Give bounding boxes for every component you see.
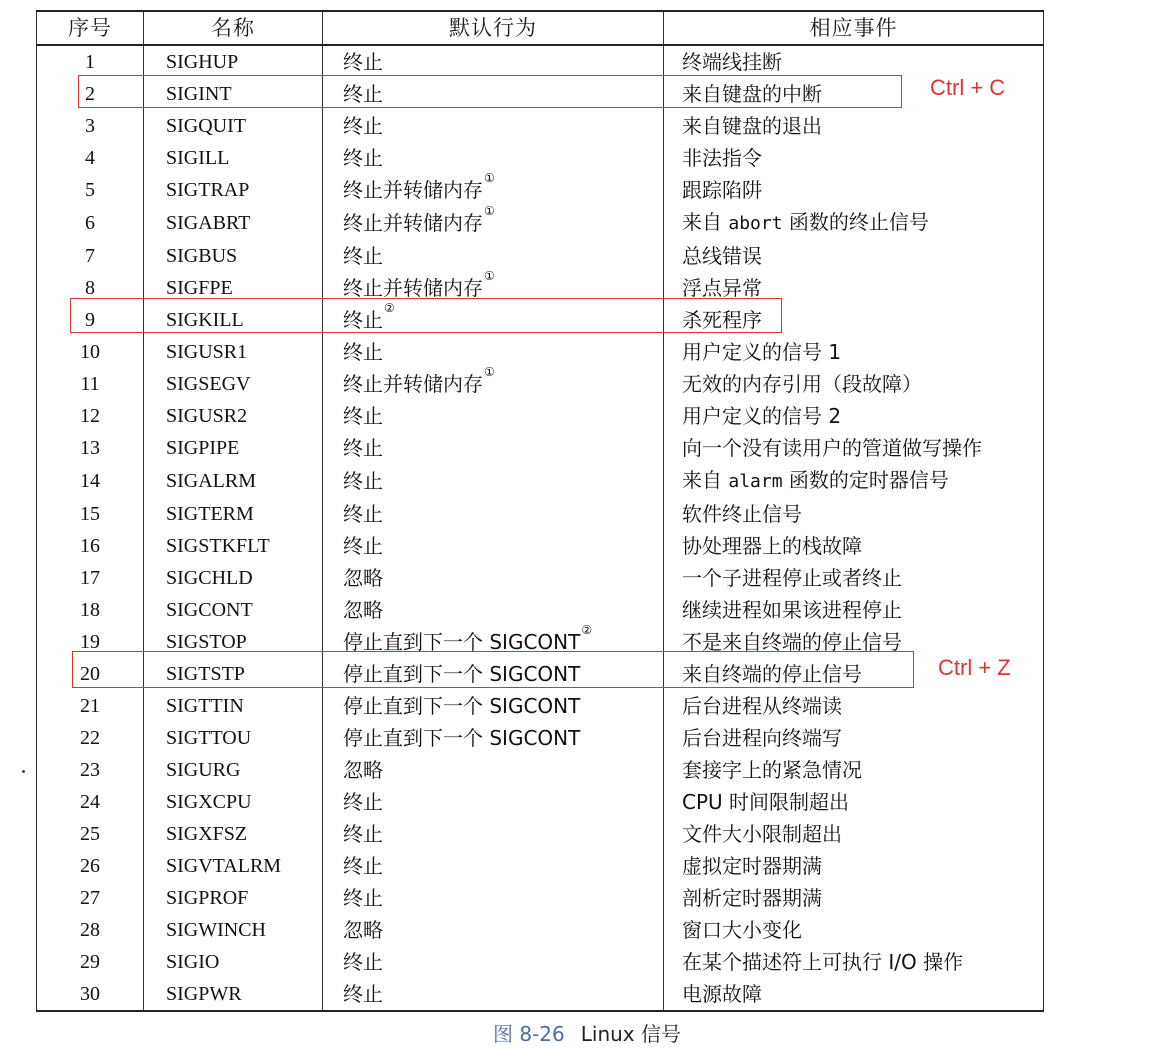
event-cell: [664, 626, 1044, 658]
table-header-row: [37, 11, 1044, 45]
table-row: [37, 946, 1044, 978]
signal-number: 21: [37, 690, 144, 722]
event-text: 后台进程向终端写: [682, 726, 842, 750]
signal-name: SIGFPE: [144, 272, 323, 304]
default-action: 终止并转储内存: [343, 276, 483, 300]
event-text: 总线错误: [682, 244, 762, 268]
signal-name: SIGPWR: [144, 978, 323, 1011]
default-action: 终止: [343, 308, 383, 332]
table-row: [37, 978, 1044, 1011]
table-row: [37, 882, 1044, 914]
default-action-cell: [323, 110, 664, 142]
header-name: 名称: [144, 11, 323, 45]
event-cell: [664, 206, 1044, 240]
signal-name: SIGILL: [144, 142, 323, 174]
footnote-marker: ①: [484, 269, 495, 283]
default-action: 忽略: [343, 566, 383, 590]
signal-number: 27: [37, 882, 144, 914]
default-action-cell: [323, 432, 664, 464]
table-row: [37, 658, 1044, 690]
default-action: 终止: [343, 822, 383, 846]
default-action: 终止并转储内存: [343, 178, 483, 202]
signal-number: 29: [37, 946, 144, 978]
event-text: 来自: [682, 468, 729, 492]
event-cell: [664, 818, 1044, 850]
default-action: 终止: [343, 436, 383, 460]
annotation-ctrl-c: Ctrl + C: [930, 75, 1006, 100]
signal-name: SIGWINCH: [144, 914, 323, 946]
table-row: [37, 110, 1044, 142]
signal-name: SIGBUS: [144, 240, 323, 272]
default-action-cell: [323, 365, 664, 400]
default-action-cell: [323, 946, 664, 978]
event-text: 浮点异常: [682, 276, 762, 300]
event-cell: [664, 240, 1044, 272]
table-row: [37, 498, 1044, 530]
event-text: 继续进程如果该进程停止: [682, 598, 902, 622]
table-row: [37, 562, 1044, 594]
event-cell: [664, 722, 1044, 754]
default-action: 终止: [343, 502, 383, 526]
signal-name: SIGVTALRM: [144, 850, 323, 882]
event-text: CPU 时间限制超出: [682, 790, 850, 814]
signal-number: 7: [37, 240, 144, 272]
signal-number: 24: [37, 786, 144, 818]
event-text: 协处理器上的栈故障: [682, 534, 862, 558]
table-body: [37, 45, 1044, 1011]
event-cell: [664, 142, 1044, 174]
event-text: 用户定义的信号 1: [682, 340, 842, 364]
event-cell: [664, 304, 1044, 336]
default-action: 终止: [343, 469, 383, 493]
default-action: 终止: [343, 340, 383, 364]
caption-title: Linux 信号: [580, 1022, 681, 1046]
event-cell: [664, 498, 1044, 530]
signal-name: SIGABRT: [144, 206, 323, 240]
default-action: 终止: [343, 854, 383, 878]
table-row: [37, 400, 1044, 432]
default-action: 终止: [343, 982, 383, 1006]
event-function-name: alarm: [728, 471, 783, 492]
event-cell: [664, 432, 1044, 464]
event-text: 来自: [682, 210, 729, 234]
signal-number: 13: [37, 432, 144, 464]
default-action: 终止: [343, 244, 383, 268]
default-action-cell: [323, 45, 664, 78]
event-cell: [664, 786, 1044, 818]
event-cell: [664, 110, 1044, 142]
default-action-cell: [323, 400, 664, 432]
signal-number: 18: [37, 594, 144, 626]
default-action: 终止: [343, 886, 383, 910]
default-action-cell: [323, 978, 664, 1011]
table-row: [37, 304, 1044, 336]
event-cell: [664, 914, 1044, 946]
default-action-cell: [323, 786, 664, 818]
signal-number: 15: [37, 498, 144, 530]
table-row: [37, 142, 1044, 174]
signal-name: SIGTERM: [144, 498, 323, 530]
signal-number: 26: [37, 850, 144, 882]
table-row: [37, 594, 1044, 626]
default-action-cell: [323, 594, 664, 626]
default-action: 停止直到下一个 SIGCONT: [343, 694, 581, 718]
event-cell: [664, 562, 1044, 594]
event-text: 剖析定时器期满: [682, 886, 822, 910]
signal-name: SIGUSR2: [144, 400, 323, 432]
event-text: 向一个没有读用户的管道做写操作: [682, 436, 982, 460]
event-text: 用户定义的信号 2: [682, 404, 842, 428]
signal-table-wrapper: [36, 10, 1044, 1012]
event-cell: [664, 464, 1044, 498]
event-cell: [664, 850, 1044, 882]
footnote-marker: ①: [484, 171, 495, 185]
table-row: [37, 914, 1044, 946]
event-cell: [664, 368, 1044, 400]
signal-name: SIGPIPE: [144, 432, 323, 464]
signal-number: 2: [37, 78, 144, 110]
event-text: 杀死程序: [682, 308, 762, 332]
table-row: [37, 240, 1044, 272]
figure-caption: [0, 1018, 1174, 1047]
signal-name: SIGPROF: [144, 882, 323, 914]
default-action: 停止直到下一个 SIGCONT: [343, 630, 581, 654]
table-row: [37, 336, 1044, 368]
signal-name: SIGALRM: [144, 464, 323, 498]
signal-name: SIGURG: [144, 754, 323, 786]
header-action: 默认行为: [323, 11, 664, 45]
default-action-cell: [323, 818, 664, 850]
event-cell: [664, 594, 1044, 626]
event-text: 一个子进程停止或者终止: [682, 566, 902, 590]
table-row: [37, 464, 1044, 498]
event-text: 终端线挂断: [682, 50, 782, 74]
signal-number: 8: [37, 272, 144, 304]
signal-name: SIGCHLD: [144, 562, 323, 594]
signal-name: SIGSTOP: [144, 626, 323, 658]
table-row: [37, 690, 1044, 722]
signal-name: SIGSEGV: [144, 368, 323, 400]
signal-number: 22: [37, 722, 144, 754]
footnote-marker: ①: [484, 365, 495, 379]
table-row: [37, 174, 1044, 206]
signal-name: SIGXCPU: [144, 786, 323, 818]
signal-name: SIGHUP: [144, 45, 323, 78]
default-action-cell: [323, 78, 664, 110]
signal-number: 11: [37, 368, 144, 400]
signal-name: SIGCONT: [144, 594, 323, 626]
signal-name: SIGUSR1: [144, 336, 323, 368]
footnote-marker: ②: [581, 623, 593, 637]
event-text: 套接字上的紧急情况: [682, 758, 862, 782]
table-row: [37, 754, 1044, 786]
event-text-suffix: 函数的定时器信号: [782, 468, 949, 492]
table-row: [37, 818, 1044, 850]
event-text: 来自键盘的中断: [682, 82, 822, 106]
default-action: 停止直到下一个 SIGCONT: [343, 662, 581, 686]
event-text: 电源故障: [682, 982, 762, 1006]
event-text: 不是来自终端的停止信号: [682, 630, 902, 654]
event-cell: [664, 754, 1044, 786]
signal-number: 10: [37, 336, 144, 368]
default-action-cell: [323, 142, 664, 174]
table-row: [37, 530, 1044, 562]
event-cell: [664, 400, 1044, 432]
default-action-cell: [323, 171, 664, 206]
stray-dot: [22, 770, 25, 773]
event-text: 软件终止信号: [682, 502, 802, 526]
default-action-cell: [323, 206, 664, 240]
default-action: 忽略: [343, 758, 383, 782]
default-action-cell: [323, 882, 664, 914]
table-row: [37, 78, 1044, 110]
signal-name: SIGIO: [144, 946, 323, 978]
header-event: 相应事件: [664, 11, 1044, 45]
default-action: 终止: [343, 50, 383, 74]
default-action-cell: [323, 722, 664, 754]
signal-number: 19: [37, 626, 144, 658]
signal-name: SIGINT: [144, 78, 323, 110]
event-text: 无效的内存引用（段故障）: [682, 372, 922, 396]
default-action-cell: [323, 623, 664, 658]
table-row: [37, 272, 1044, 304]
table-row: [37, 786, 1044, 818]
default-action: 终止: [343, 950, 383, 974]
default-action-cell: [323, 658, 664, 690]
default-action-cell: [323, 530, 664, 562]
default-action: 终止: [343, 114, 383, 138]
signal-number: 30: [37, 978, 144, 1011]
default-action-cell: [323, 690, 664, 722]
signal-name: SIGXFSZ: [144, 818, 323, 850]
event-text: 来自键盘的退出: [682, 114, 822, 138]
default-action: 终止并转储内存: [343, 211, 483, 235]
default-action-cell: [323, 240, 664, 272]
default-action: 终止: [343, 534, 383, 558]
default-action-cell: [323, 498, 664, 530]
event-cell: [664, 174, 1044, 206]
signal-number: 25: [37, 818, 144, 850]
header-no: 序号: [37, 11, 144, 45]
event-function-name: abort: [728, 213, 783, 234]
signal-name: SIGSTKFLT: [144, 530, 323, 562]
signal-name: SIGTRAP: [144, 174, 323, 206]
signal-number: 14: [37, 464, 144, 498]
default-action-cell: [323, 464, 664, 498]
footnote-marker: ②: [384, 301, 395, 315]
event-text: 非法指令: [682, 146, 762, 170]
signal-name: SIGKILL: [144, 304, 323, 336]
default-action: 终止: [343, 790, 383, 814]
table-row: [37, 45, 1044, 78]
default-action-cell: [323, 336, 664, 368]
default-action-cell: [323, 754, 664, 786]
event-text: 文件大小限制超出: [682, 822, 842, 846]
signal-number: 4: [37, 142, 144, 174]
default-action: 终止: [343, 404, 383, 428]
signal-number: 5: [37, 174, 144, 206]
default-action: 忽略: [343, 918, 383, 942]
event-text: 虚拟定时器期满: [682, 854, 822, 878]
default-action: 停止直到下一个 SIGCONT: [343, 726, 581, 750]
event-cell: [664, 45, 1044, 78]
signal-number: 1: [37, 45, 144, 78]
default-action-cell: [323, 562, 664, 594]
default-action: 终止: [343, 82, 383, 106]
default-action: 终止: [343, 146, 383, 170]
event-text: 窗口大小变化: [682, 918, 802, 942]
event-cell: [664, 530, 1044, 562]
signal-name: SIGTTIN: [144, 690, 323, 722]
event-cell: [664, 272, 1044, 304]
signal-number: 12: [37, 400, 144, 432]
signal-number: 3: [37, 110, 144, 142]
event-cell: [664, 336, 1044, 368]
signal-number: 20: [37, 658, 144, 690]
signal-number: 17: [37, 562, 144, 594]
signal-name: SIGTSTP: [144, 658, 323, 690]
footnote-marker: ①: [484, 204, 495, 218]
annotation-ctrl-z: Ctrl + Z: [938, 655, 1011, 680]
event-text: 来自终端的停止信号: [682, 662, 862, 686]
signal-number: 23: [37, 754, 144, 786]
default-action: 忽略: [343, 598, 383, 622]
signal-name: SIGQUIT: [144, 110, 323, 142]
table-row: [37, 368, 1044, 400]
default-action-cell: [323, 301, 664, 336]
signal-number: 28: [37, 914, 144, 946]
linux-signal-table: [36, 10, 1044, 1012]
table-row: [37, 206, 1044, 240]
event-text-suffix: 函数的终止信号: [782, 210, 929, 234]
default-action-cell: [323, 914, 664, 946]
event-text: 在某个描述符上可执行 I/O 操作: [682, 950, 964, 974]
event-cell: [664, 978, 1044, 1011]
default-action: 终止并转储内存: [343, 372, 483, 396]
signal-number: 9: [37, 304, 144, 336]
caption-figure-number: 图 8-26: [493, 1022, 565, 1046]
event-cell: [664, 882, 1044, 914]
signal-name: SIGTTOU: [144, 722, 323, 754]
default-action-cell: [323, 850, 664, 882]
signal-number: 6: [37, 206, 144, 240]
default-action-cell: [323, 269, 664, 304]
event-cell: [664, 690, 1044, 722]
table-row: [37, 432, 1044, 464]
signal-number: 16: [37, 530, 144, 562]
event-text: 跟踪陷阱: [682, 178, 762, 202]
table-row: [37, 850, 1044, 882]
table-row: [37, 722, 1044, 754]
table-row: [37, 626, 1044, 658]
event-text: 后台进程从终端读: [682, 694, 842, 718]
event-cell: [664, 946, 1044, 978]
